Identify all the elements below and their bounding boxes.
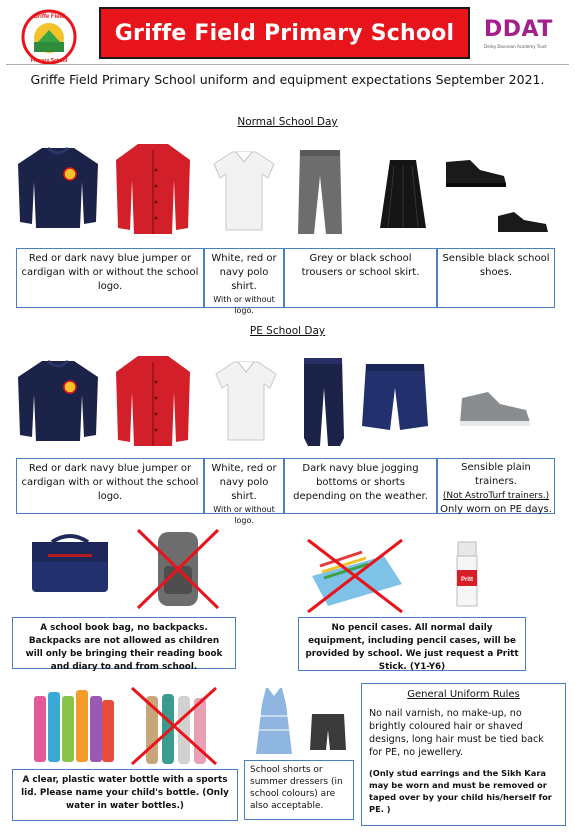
caption-shoes: Sensible black school shoes. — [437, 248, 555, 308]
grey-trousers-image — [292, 146, 348, 238]
pe-caption-jumper: Red or dark navy blue jumper or cardigan with or without the school logo. — [16, 458, 204, 514]
bottle-note-box — [12, 769, 238, 821]
bottle-note: A clear, plastic water bottle with a sports lid. Please name your child's bottle. (Only water in water bottles.) — [21, 775, 229, 811]
pe-white-polo-image — [212, 358, 280, 444]
shorts-note: School shorts or summer dressers (in school colours) are also acceptable. — [250, 765, 343, 811]
logo-text-top: Griffe Field — [33, 14, 65, 20]
navy-joggers-image — [296, 354, 350, 450]
intro-text: Griffe Field Primary School uniform and equipment expectations September 2021. — [30, 72, 545, 87]
pritt-label: Pritt — [461, 577, 473, 583]
bag-note: A school book bag, no backpacks. Backpacks are not allowed as children will only be bringing their reading book and diary to and from school. — [25, 623, 223, 672]
pritt-stick-image — [454, 540, 480, 610]
pe-red-cardigan-image — [112, 352, 194, 450]
general-rules-body: No nail varnish, no make-up, no brightly coloured hair or shaved designs, long hair must be tied back for PE, no jewellery. — [369, 708, 544, 758]
black-shoe-image — [440, 156, 510, 190]
not-astroturf-note: (Not AstroTurf trainers.) — [442, 491, 550, 501]
caption-polo: White, red or navy polo shirt. With or without logo. — [204, 248, 284, 308]
book-bag-image — [28, 530, 112, 594]
ddat-logo — [484, 17, 560, 57]
bag-note-box — [12, 617, 236, 672]
school-shorts-image — [310, 712, 346, 752]
pencil-note-box — [298, 617, 526, 671]
ddat-subtitle: Derby Diocesan Academy Trust — [484, 44, 547, 49]
title-banner — [99, 7, 470, 59]
crossed-out-metal-bottles-image — [128, 684, 220, 768]
navy-shorts-image — [360, 360, 430, 440]
pencil-note: No pencil cases. All normal daily equipment, including pencil cases, will be provided by school. We just request a Pritt Stick. (Y1-Y6) — [305, 623, 519, 672]
white-polo-image — [210, 148, 278, 234]
plastic-bottles-image — [30, 684, 116, 764]
shorts-note-box — [244, 760, 354, 820]
grey-trainers-image — [454, 388, 534, 432]
crossed-out-backpack-image — [132, 526, 224, 612]
general-rules-note: (Only stud earrings and the Sikh Kara may be worn and must be removed or taped over by your child his/herself for PE. ) — [369, 768, 552, 814]
pe-caption-joggers: Dark navy blue jogging bottoms or shorts depending on the weather. — [284, 458, 437, 514]
pe-caption-trainers: Sensible plain trainers. (Not AstroTurf trainers.) Only worn on PE days. — [437, 458, 555, 514]
caption-trousers: Grey or black school trousers or school skirt. — [284, 248, 437, 308]
pe-navy-jumper-image — [14, 355, 102, 447]
pe-caption-polo: White, red or navy polo shirt. With or without logo. — [204, 458, 284, 514]
black-skirt-image — [376, 156, 430, 230]
header-divider — [6, 64, 569, 65]
summer-dress-image — [254, 686, 294, 756]
ddat-logo-text: DDAT — [484, 17, 553, 42]
normal-day-captions — [16, 248, 555, 315]
pe-day-title: PE School Day — [249, 325, 326, 337]
general-rules-title: General Uniform Rules — [407, 689, 520, 700]
school-logo — [18, 8, 80, 66]
general-uniform-rules-box — [361, 683, 566, 826]
crossed-out-pencil-case-image — [302, 536, 410, 614]
logo-text-bottom: Primary School — [30, 58, 68, 64]
pe-day-captions — [16, 458, 555, 525]
page-title: Griffe Field Primary School — [114, 20, 455, 46]
red-cardigan-image — [112, 140, 194, 238]
black-shoe-small-image — [494, 208, 550, 236]
caption-jumper: Red or dark navy blue jumper or cardigan with or without the school logo. — [16, 248, 204, 308]
normal-day-title: Normal School Day — [237, 116, 338, 128]
navy-jumper-image — [14, 142, 102, 234]
